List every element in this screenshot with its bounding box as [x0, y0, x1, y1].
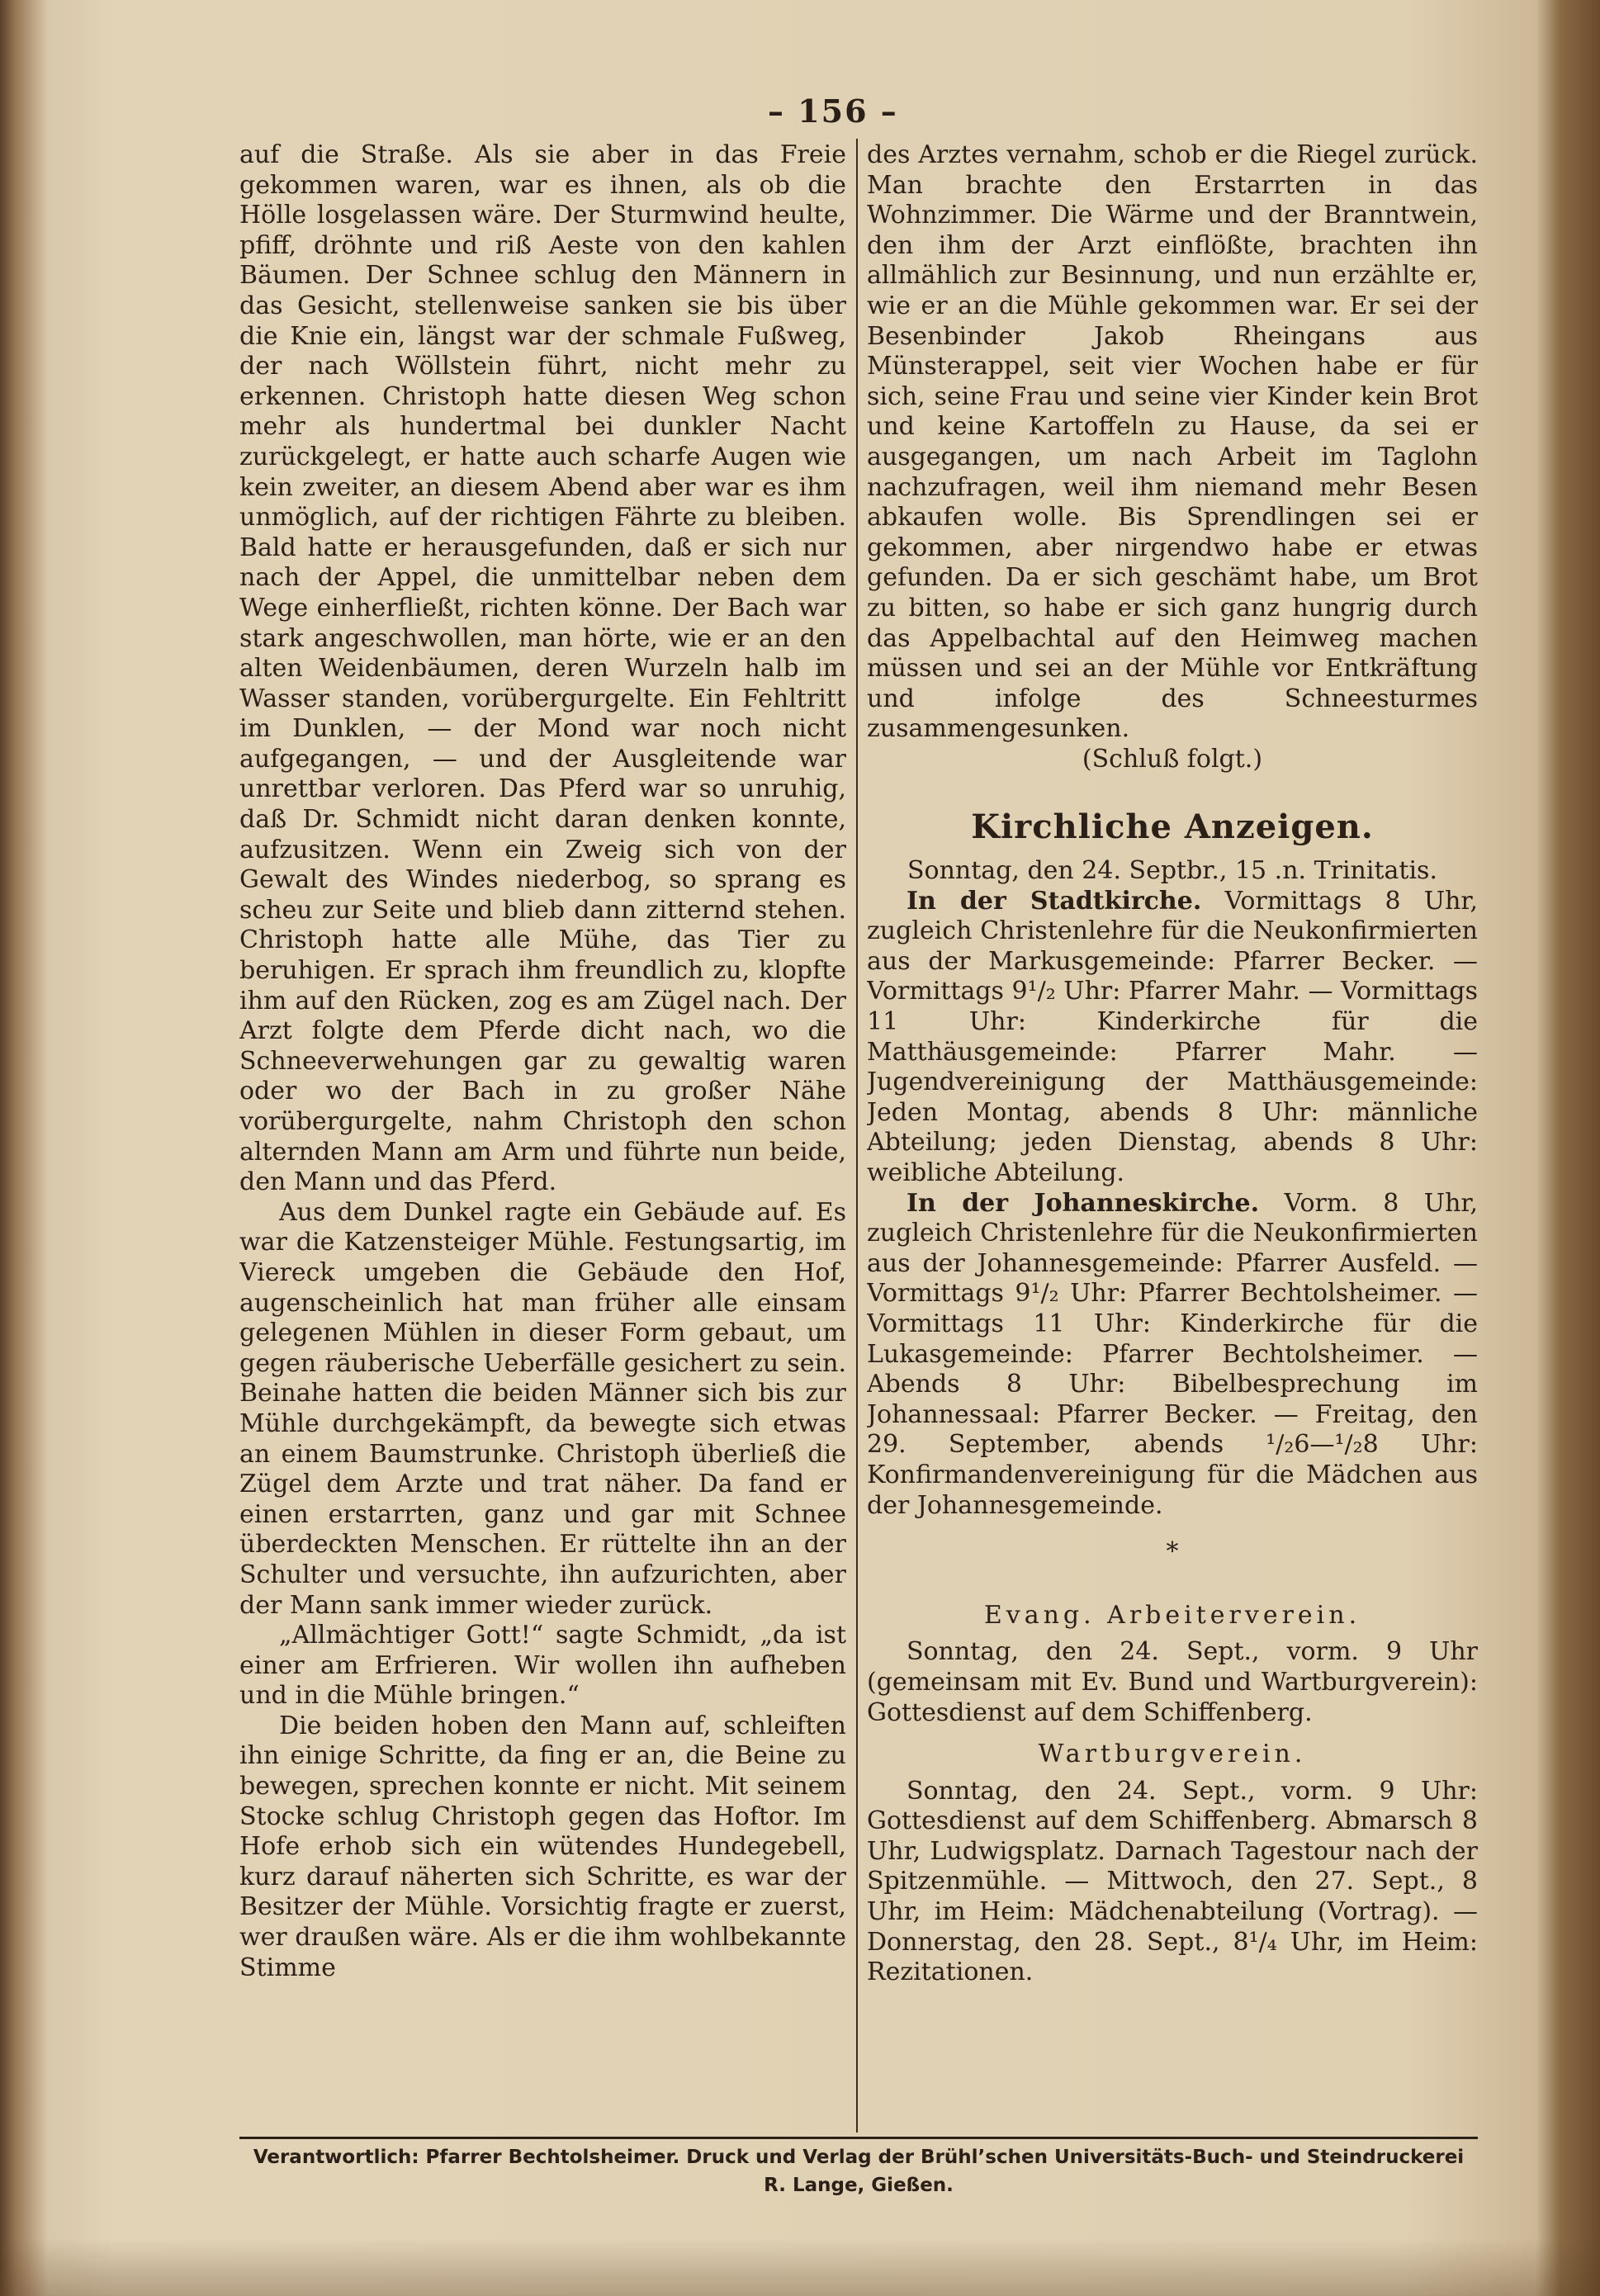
page-number: – 156 – [768, 92, 898, 130]
story-paragraph: Die beiden hoben den Mann auf, schleiften ihn einige Schritte, da fing er an, die Beine zu bewegen, sprechen konnte er nicht. Mit seinem Stocke schlug Christoph gegen das Hoftor. Im Hofe erhob sich ein wütendes Hundegebell, kurz darauf näherten sich Schritte, es war der Besitzer der Mühle. Vorsichtig fragte er zuerst, wer draußen wäre. Als er die ihm wohlbekannte Stimme [239, 1711, 846, 1982]
church-announcements-heading: Kirchliche Anzeigen. [971, 807, 1374, 847]
arbeiterverein-heading: Evang. Arbeiterverein. [983, 1600, 1361, 1630]
johanneskirche-label: In der Johanneskirche. [907, 1188, 1260, 1218]
imprint-publisher: R. Lange, Gießen. [764, 2175, 954, 2196]
story-paragraph: Aus dem Dunkel ragte ein Gebäude auf. Es war die Katzensteiger Mühle. Festungsartig, im Viereck umgeben die Gebäude den Hof, augenscheinlich hat man früher alle einsam gelegenen Mühlen in dieser Form gebaut, um gegen räuberische Ueberfälle gesichert zu sein. Beinahe hatten die beiden Männer sich bis zur Mühle durchgekämpft, da bewegte sich etwas an einem Baumstrunke. Christoph überließ die Zügel dem Arzte und trat näher. Da fand er einen erstarrten, ganz und gar mit Schnee überdeckten Menschen. Er rüttelte ihn an der Schulter und versuchte, ihn aufzurichten, aber der Mann sank immer wieder zurück. [239, 1197, 846, 1620]
to-be-continued-note: (Schluß folgt.) [1082, 744, 1263, 774]
right-column [867, 140, 1478, 2130]
left-column [239, 140, 846, 2130]
sunday-date-line: Sonntag, den 24. Septbr., 15 .n. Trinitatis. [907, 856, 1437, 886]
story-paragraph: auf die Straße. Als sie aber in das Freie gekommen waren, war es ihnen, als ob die Hölle losgelassen wäre. Der Sturmwind heulte, pfiff, dröhnte und riß Aeste von den kahlen Bäumen. Der Schnee schlug den Männern in das Gesicht, stellenweise sanken sie bis über die Knie ein, längst war der schmale Fußweg, der nach Wöllstein führt, nicht mehr zu erkennen. Christoph hatte diesen Weg schon mehr als hundertmal bei dunkler Nacht zurückgelegt, er hatte auch scharfe Augen wie kein zweiter, an diesem Abend aber war es ihm unmöglich, auf der richtigen Fährte zu bleiben. Bald hatte er herausgefunden, daß er sich nur nach der Appel, die unmittelbar neben dem Wege einherfließt, richten könne. Der Bach war stark angeschwollen, man hörte, wie er an den alten Weidenbäumen, deren Wurzeln halb im Wasser standen, vorübergurgelte. Ein Fehltritt im Dunklen, — der Mond war noch nicht aufgegangen, — und der Ausgleitende war unrettbar verloren. Das Pferd war so unruhig, daß Dr. Schmidt nicht daran denken konnte, aufzusitzen. Wenn ein Zweig sich von der Gewalt des Windes niederbog, so sprang es scheu zur Seite und blieb dann zitternd stehen. Christoph hatte alle Mühe, das Tier zu beruhigen. Er sprach ihm freundlich zu, klopfte ihm auf den Rücken, zog es am Zügel nach. Der Arzt folgte dem Pferde dicht nach, wo die Schneeverwehungen gar zu gewaltig waren oder wo der Bach in zu großer Nähe vorübergurgelte, nahm Christoph den schon alternden Mann am Arm und führte nun beide, den Mann und das Pferd. [239, 140, 846, 1197]
story-paragraph: „Allmächtiger Gott!“ sagte Schmidt, „da ist einer am Erfrieren. Wir wollen ihn aufheben und in die Mühle bringen.“ [239, 1621, 846, 1711]
imprint-line: Verantwortlich: Pfarrer Bechtolsheimer. Druck und Verlag der Brühl’schen Universitäts-Buch- und Steindruckerei [253, 2147, 1465, 2168]
stadtkirche-announcement [867, 887, 1478, 1189]
section-separator: * [1166, 1537, 1179, 1567]
stadtkirche-text: Vormittags 8 Uhr, zugleich Christenlehre für die Neukonfirmierten aus der Markusgemeinde: Pfarrer Becker. — Vormittags 9¹/₂ Uhr: Pfarrer Mahr. — Vormittags 11 Uhr: Kinderkirche für die Matthäusgemeinde: Pfarrer Mahr. — Jugendvereinigung der Matthäusgemeinde: Jeden Montag, abends 8 Uhr: männliche Abteilung; jeden Dienstag, abends 8 Uhr: weibliche Abteilung. [867, 886, 1478, 1187]
arbeiterverein-text: Sonntag, den 24. Sept., vorm. 9 Uhr (gemeinsam mit Ev. Bund und Wartburgverein): Gottesdienst auf dem Schiffenberg. [867, 1637, 1478, 1727]
johanneskirche-text: Vorm. 8 Uhr, zugleich Christenlehre für die Neukonfirmierten aus der Johannesgemeinde: Pfarrer Ausfeld. — Vormittags 9¹/₂ Uhr: Pfarrer Bechtolsheimer. — Vormittags 11 Uhr: Kinderkirche für die Lukasgemeinde: Pfarrer Bechtolsheimer. — Abends 8 Uhr: Bibelbesprechung im Johannessaal: Pfarrer Becker. — Freitag, den 29. September, abends ¹/₂6—¹/₂8 Uhr: Konfirmandenvereinigung für die Mädchen aus der Johannesgemeinde. [867, 1188, 1478, 1520]
story-continuation: des Arztes vernahm, schob er die Riegel zurück. Man brachte den Erstarrten in das Wohnzimmer. Die Wärme und der Branntwein, den ihm der Arzt einflößte, brachten ihn allmählich zur Besinnung, und nun erzählte er, wie er an die Mühle gekommen war. Er sei der Besenbinder Jakob Rheingans aus Münsterappel, seit vier Wochen habe er für sich, seine Frau und seine vier Kinder kein Brot und keine Kartoffeln zu Hause, da sei er ausgegangen, um nach Arbeit im Taglohn nachzufragen, weil ihm niemand mehr Besen abkaufen wolle. Bis Sprendlingen sei er gekommen, aber nirgendwo habe er etwas gefunden. Da er sich geschämt habe, um Brot zu bitten, so habe er sich ganz hungrig durch das Appelbachtal auf den Heimweg machen müssen und sei an der Mühle vor Entkräftung und infolge des Schneesturmes zusammengesunken. [867, 140, 1478, 744]
wartburgverein-heading: Wartburgverein. [1038, 1740, 1307, 1769]
imprint-footer [239, 2143, 1478, 2199]
johanneskirche-announcement [867, 1189, 1478, 1522]
wartburgverein-text: Sonntag, den 24. Sept., vorm. 9 Uhr: Gottesdienst auf dem Schiffenberg. Abmarsch 8 Uhr, Ludwigsplatz. Darnach Tagestour nach der Spitzenmühle. — Mittwoch, den 27. Sept., 8 Uhr, im Heim: Mädchenabteilung (Vortrag). — Donnerstag, den 28. Sept., 8¹/₄ Uhr, im Heim: Rezitationen. [867, 1776, 1478, 1987]
footer-rule [239, 2137, 1478, 2139]
column-divider [856, 139, 858, 2133]
stadtkirche-label: In der Stadtkirche. [907, 886, 1202, 916]
